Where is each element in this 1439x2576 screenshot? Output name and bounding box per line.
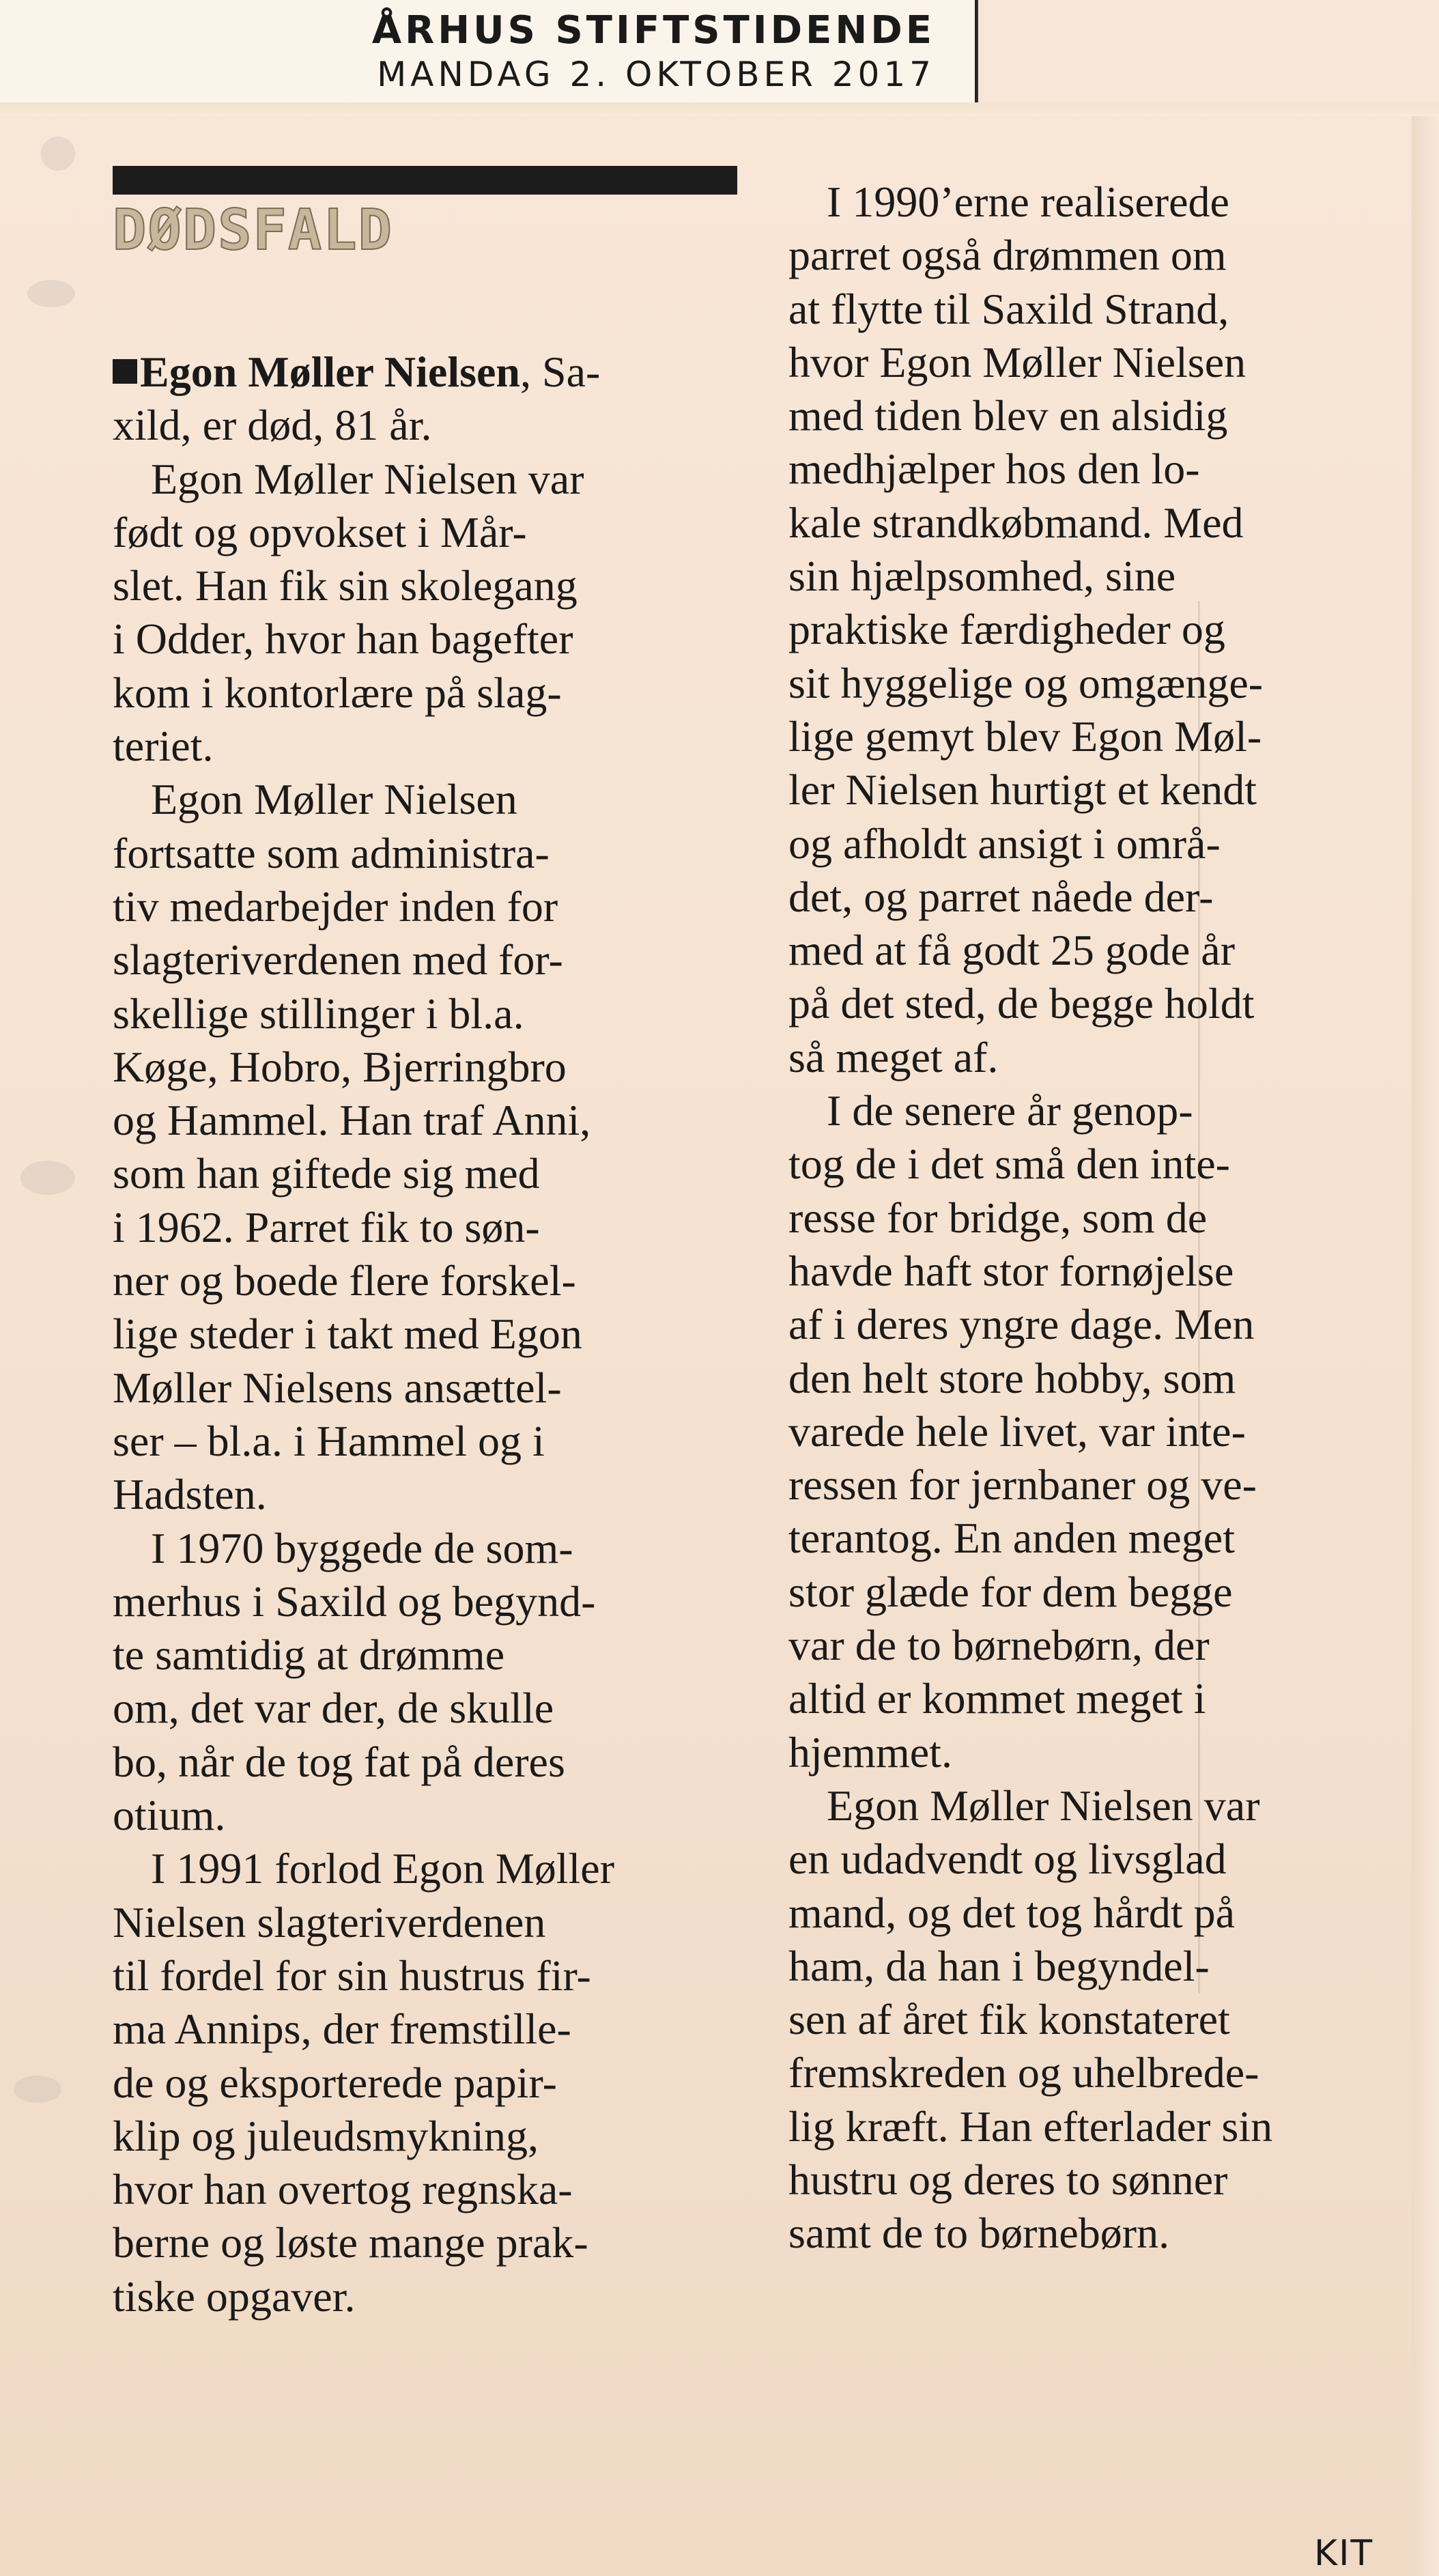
paragraph: I 1970 byggede de som- merhus i Saxild og begynd- te samtidig at drømme om, det var der, de skulle bo, når de tog fat på deres otium. <box>113 1523 596 1840</box>
paper-mark <box>27 280 75 307</box>
lead-square-icon <box>113 359 137 384</box>
paper-fold <box>0 102 1439 116</box>
article-column-right <box>788 175 1403 2261</box>
masthead-divider <box>975 0 977 102</box>
paragraph: Egon Møller Nielsen var født og opvokset i Mår- slet. Han fik sin skolegang i Odder, hvor han bagefter kom i kontorlære på slag- teriet. <box>113 454 584 771</box>
paragraph: Egon Møller Nielsen var en udadvendt og livsglad mand, og det tog hårdt på ham, da han i begyndel- sen af året fik konstateret fremskreden og uhelbrede- lig kræft. Han efterlader sin hustru og deres to sønner samt de to børnebørn. <box>788 1781 1273 2258</box>
newspaper-name: ÅRHUS STIFTSTIDENDE <box>371 8 935 53</box>
paragraph: I 1990’erne realiserede parret også drømmen om at flytte til Saxild Strand, hvor Egon Møller Nielsen med tiden blev en alsidig medhjælper hos den lo- kale strandkøbmand. Med sin hjælpsomhed, sine praktiske færdigheder og sit hyggelige og omgænge- lige gemyt blev Egon Møl- ler Nielsen hurtigt et kendt og afholdt ansigt i områ- det, og parret nåede der- med at få godt 25 gode år på det sted, de begge holdt så meget af. <box>788 178 1264 1081</box>
paragraph: I 1991 forlod Egon Møller Nielsen slagteriverdenen til fordel for sin hustrus fir- ma Annips, der fremstille- de og eksporterede papir- klip og juleudsmykning, hvor han overtog regnska- berne og løste mange prak- tiske opgaver. <box>113 1844 614 2321</box>
article-column-left <box>113 345 727 2323</box>
section-title: DØDSFALD <box>113 198 393 263</box>
paper-mark <box>41 137 75 171</box>
paragraph: I de senere år genop- tog de i det små den inte- resse for bridge, som de havde haft stor fornøjelse af i deres yngre dage. Men den helt store hobby, som varede hele livet, var inte- ressen for jernbaner og ve- terantog. En anden meget stor glæde for dem begge var de to børnebørn, der altid er kommet meget i hjemmet. <box>788 1086 1257 1777</box>
paper-mark <box>14 2076 61 2103</box>
author-signature: KIT <box>1314 2533 1374 2574</box>
paper-mark <box>20 1161 75 1195</box>
newspaper-date: MANDAG 2. OKTOBER 2017 <box>377 55 935 94</box>
deceased-name: Egon Møller Nielsen <box>140 348 520 396</box>
paper-edge <box>1412 116 1439 2576</box>
lead-paragraph <box>113 345 727 453</box>
paragraph: Egon Møller Nielsen fortsatte som administra- tiv medarbejder inden for slagteriverdenen med for- skellige stillinger i bl.a. Køge, Hobro, Bjerringbro og Hammel. Han traf Anni, som han giftede sig med i 1962. Parret fik to søn- ner og boede flere forskel- lige steder i takt med Egon Møller Nielsens ansættel- ser – bl.a. i Hammel og i Hadsten. <box>113 775 591 1519</box>
lead-text: , Sa- xild, er død, 81 år. <box>113 348 601 450</box>
masthead <box>0 0 978 102</box>
section-bar <box>113 166 737 195</box>
